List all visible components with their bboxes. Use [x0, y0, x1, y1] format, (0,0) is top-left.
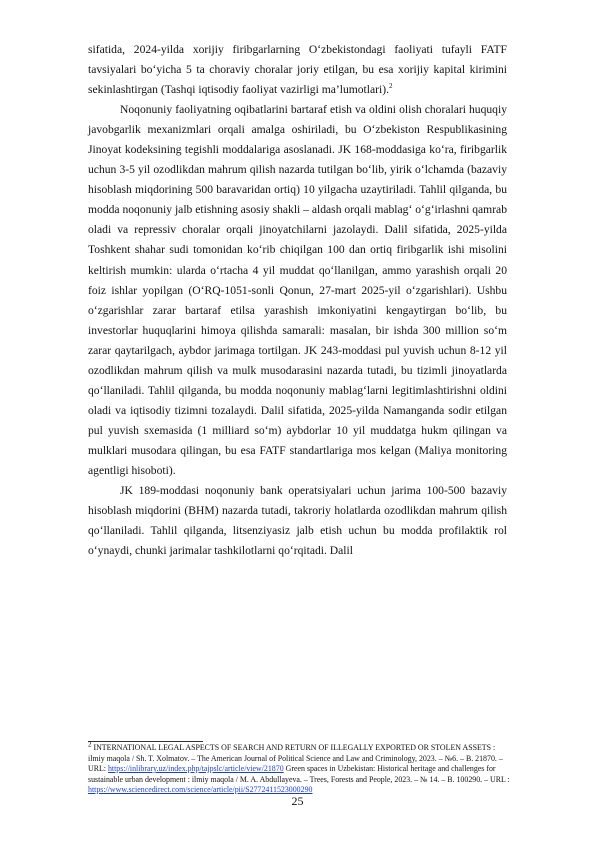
paragraph-1-text: sifatida, 2024-yilda xorijiy firibgarlarning O‘zbekistondagi faoliyati tufayli FATF tavsiyalari bo‘yicha 5 ta choraviy choralar joriy etilgan, bu esa xorijiy kapital kirimini sekinlashtirgan (Tashqi iqtisodiy faoliyat vazirligi ma’lumotlari). [88, 43, 507, 97]
footnote [88, 740, 510, 796]
footnote-reference[interactable]: 2 [389, 82, 393, 91]
footnote-separator [88, 741, 203, 742]
paragraph-1 [88, 40, 507, 100]
paragraph-2: Noqonuniy faoliyatning oqibatlarini bartaraf etish va oldini olish choralari huquqiy javobgarlik mexanizmlari orqali amalga oshiriladi, bu O‘zbekiston Respublikasining Jinoyat kodeksining tegishli moddalariga asoslanadi. JK 168-moddasiga ko‘ra, firibgarlik uchun 3-5 yil ozodlikdan mahrum qilish nazarda tutilgan bo‘lib, yirik o‘lchamda (bazaviy hisoblash miqdorining 500 baravaridan ortiq) 10 yilgacha uzaytiriladi. Tahlil qilganda, bu modda noqonuniy jalb etishning asosiy shakli – aldash orqali mablag‘ o‘g‘irlashni qamrab oladi va repressiv choralar orqali jinoyatchilarni jazolaydi. Dalil sifatida, 2025-yilda Toshkent shahar sudi tomonidan ko‘rib chiqilgan 100 dan ortiq firibgarlik ishi misolini keltirish mumkin: ularda o‘rtacha 4 yil muddat qo‘llanilgan, ammo yarashish orqali 20 foiz ishlar yopilgan (O‘RQ-1051-sonli Qonun, 27-mart 2025-yil o‘zgarishlari). Ushbu o‘zgarishlar zarar bartaraf etilsa yarashish imkoniyatini kengaytirgan bo‘lib, bu investorlar huquqlarini himoya qilishda samarali: masalan, bir ishda 300 million so‘m zarar qaytarilgach, aybdor jarimaga tortilgan. JK 243-moddasi pul yuvish uchun 8-12 yil ozodlikdan mahrum qilish va mulk musodarasini nazarda tutadi, bu tizimli jinoyatlarda qo‘llaniladi. Tahlil qilganda, bu modda noqonuniy mablag‘larni legitimlashtirishni oldini oladi va iqtisodiy tizimni tozalaydi. Dalil sifatida, 2025-yilda Namanganda sodir etilgan pul yuvish sxemasida (1 milliard so‘m) aybdorlar 10 yil muddatga hukm qilingan va mulklari musodara qilingan, bu esa FATF standartlariga mos kelgan (Maliya monitoring agentligi hisoboti). [88, 103, 507, 477]
footnote-marker: 2 [88, 740, 92, 749]
footnote-text-1: INTERNATIONAL LEGAL ASPECTS OF SEARCH AND RETURN OF ILLEGALLY EXPORTED OR STOLEN ASSETS : ilmiy maqola / Sh. T. Xolmatov. – The American Journal of Political Science and Law and Criminology, 2023. – №6. – B. 21870. – URL: [88, 743, 503, 773]
footnote-link-2[interactable]: https://www.sciencedirect.com/science/article/pii/S2772411523000290 [88, 785, 313, 794]
footnote-link-1[interactable]: https://inlibrary.uz/index.php/tajpslc/article/view/21870 [107, 764, 284, 773]
page-number: 25 [291, 794, 304, 808]
paragraph-3: JK 189-moddasi noqonuniy bank operatsiyalari uchun jarima 100-500 bazaviy hisoblash miqdorini (BHM) nazarda tutadi, takroriy holatlarda ozodlikdan mahrum qilish qo‘llaniladi. Tahlil qilganda, litsenziyasiz jalb etish uchun bu modda profilaktik rol o‘ynaydi, chunki jarimalar tashkilotlarni qo‘rqitadi. Dalil [88, 484, 507, 558]
body-text [88, 40, 507, 561]
footnote-text-2: Green spaces in Uzbekistan: Historical heritage and challenges for sustainable urban development : ilmiy maqola / M. A. Abdullayeva. – Trees, Forests and People, 2023. – № 14. – B. 100290. – URL : [88, 764, 510, 784]
